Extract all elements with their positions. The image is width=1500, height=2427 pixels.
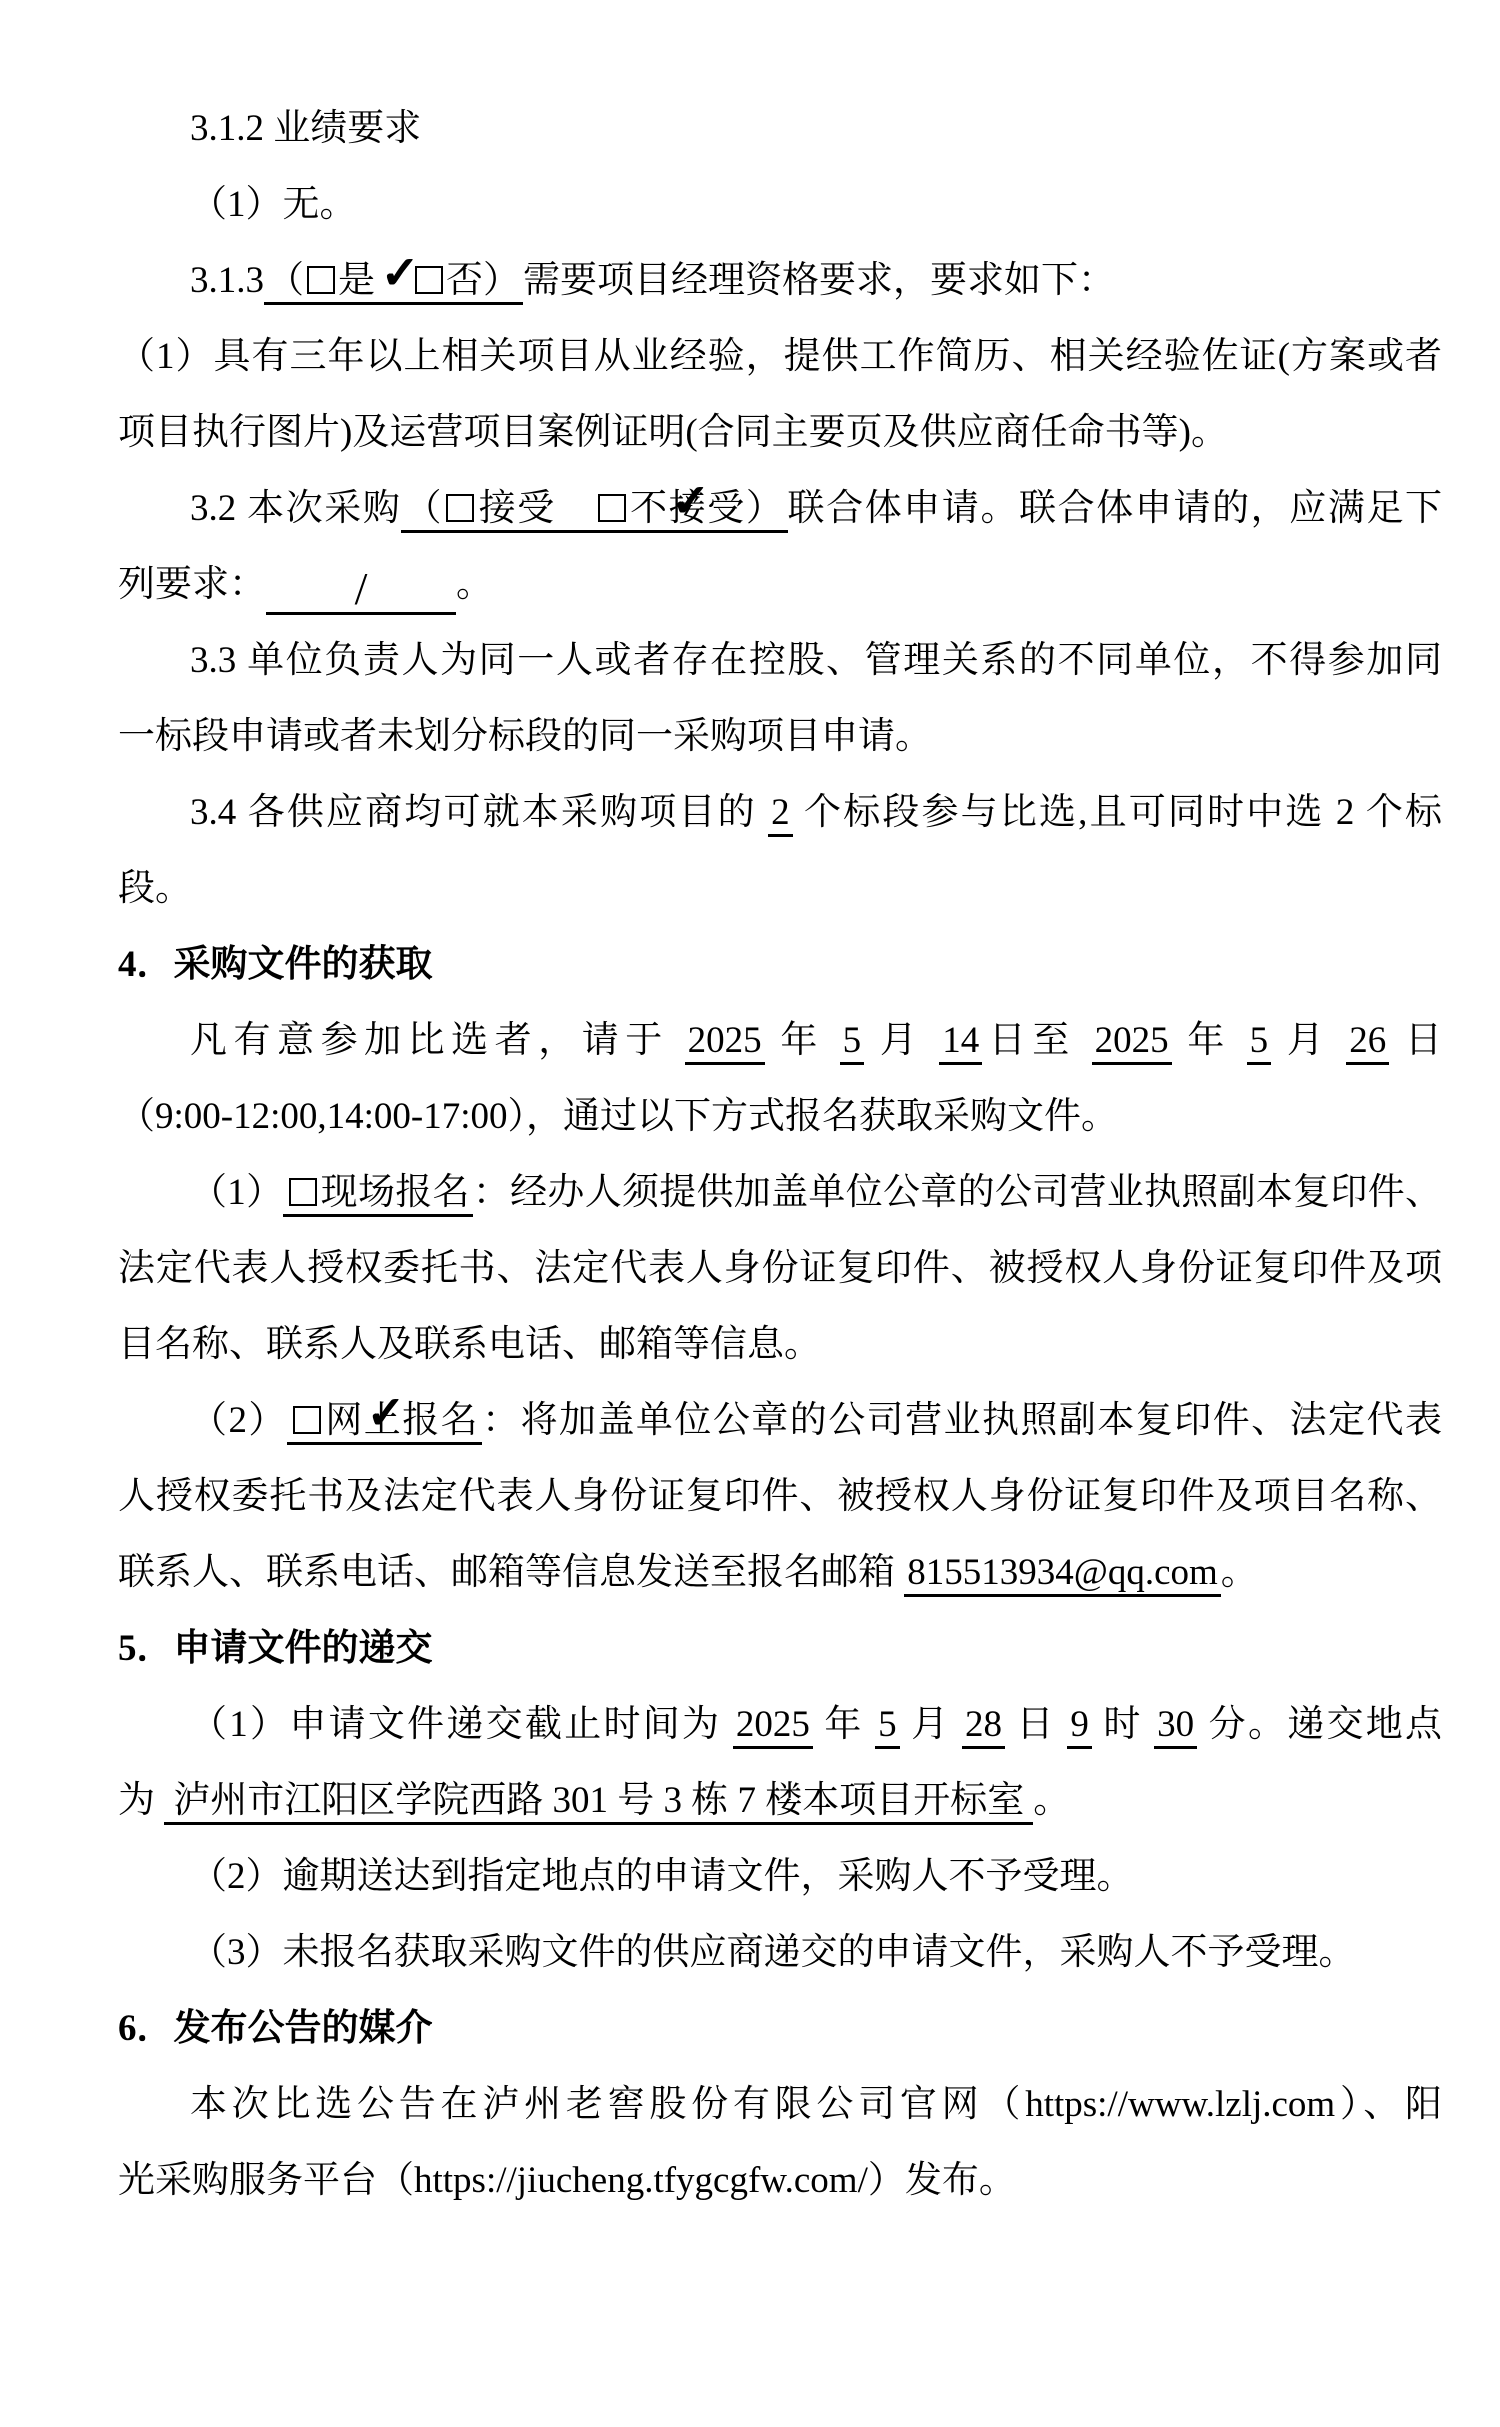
online-cont-2 (118, 1535, 1442, 1611)
clause-3-1-2-item-1 (118, 167, 1442, 243)
clause-3-1-3-rest: 需要项目经理资格要求，要求如下： (523, 260, 1115, 301)
consortium-choice-group (401, 488, 787, 533)
lot-count-underlined: 2 (768, 792, 793, 837)
open-paren: （ (404, 488, 444, 529)
yes-label: 是 (338, 260, 375, 301)
clause-3-1-2-text: 3.1.2 业绩要求 (190, 108, 422, 149)
open-paren: （ (267, 260, 304, 301)
clause-3-1-2-title (118, 91, 1442, 167)
onsite-cont-1-text: 法定代表人授权委托书、法定代表人身份证复印件、被授权人身份证复印件及项 (118, 1248, 1442, 1289)
onsite-cont-2 (118, 1307, 1442, 1383)
online-rest: 将加盖单位公章的公司营业执照副本复印件、法定代表 (520, 1400, 1442, 1441)
sep-month-2: 月 (1271, 1020, 1347, 1061)
deadline-line (118, 1687, 1442, 1763)
clause-3-2-rest: 联合体申请。联合体申请的，应满足下 (787, 488, 1443, 529)
checkbox-unchecked-onsite-icon (289, 1178, 317, 1206)
clause-3-4 (118, 775, 1442, 851)
start-day-underlined: 14 (939, 1020, 982, 1065)
section-heading-5 (118, 1611, 1442, 1687)
close-paren: ） (483, 260, 520, 301)
onsite-rest: 经办人须提供加盖单位公章的公司营业执照副本复印件、 (510, 1172, 1443, 1213)
clause-3-3-text: 3.3 单位负责人为同一人或者存在控股、管理关系的不同单位，不得参加同 (190, 640, 1442, 681)
accept-label: 接受 (477, 488, 556, 529)
sep-day-2: 日 (1389, 1020, 1443, 1061)
online-cont-1-text: 人授权委托书及法定代表人身份证复印件、被授权人身份证复印件及项目名称、 (118, 1476, 1442, 1517)
online-registration-label-group (287, 1400, 482, 1445)
clause-3-3 (118, 623, 1442, 699)
clause-3-1-3 (118, 243, 1442, 319)
announcement-media-cont-text: 光采购服务平台（https://jiucheng.tfygcgfw.com/）发布。 (118, 2160, 1016, 2201)
clause-3-4-rest: 个标段参与比选,且可同时中选 2 个标 (792, 792, 1443, 833)
clause-3-1-3-number: 3.1.3 (190, 260, 264, 301)
online-colon: ： (482, 1400, 521, 1441)
reject-label: 不接受 (628, 488, 746, 529)
deadline-year-underlined: 2025 (733, 1704, 813, 1749)
checkbox-checked-reject-icon (598, 494, 626, 522)
submission-address-lead: 为 (118, 1780, 165, 1821)
section-heading-4-text: 4．采购文件的获取 (118, 944, 433, 985)
clause-3-2-lead: 3.2 本次采购 (190, 488, 402, 529)
close-paren: ） (745, 488, 785, 529)
clause-3-2-cont-tail: 。 (456, 564, 493, 605)
clause-3-4-cont-text: 段。 (118, 868, 192, 909)
announcement-media-line (118, 2067, 1442, 2143)
online-cont-2-lead: 联系人、联系电话、邮箱等信息发送至报名邮箱 (118, 1552, 905, 1593)
submission-address-tail: 。 (1033, 1780, 1071, 1821)
announcement-media-text: 本次比选公告在泸州老窖股份有限公司官网（https://www.lzlj.com）、阳 (190, 2084, 1442, 2125)
section-heading-5-text: 5．申请文件的递交 (118, 1628, 433, 1669)
online-cont-1 (118, 1459, 1442, 1535)
onsite-colon: ： (472, 1172, 511, 1213)
end-day-underlined: 26 (1346, 1020, 1389, 1065)
deadline-tail: 分。递交地点 (1197, 1704, 1443, 1745)
deadline-minute-underlined: 30 (1154, 1704, 1197, 1749)
deadline-lead: （1）申请文件递交截止时间为 (190, 1704, 733, 1745)
clause-3-1-3-item-1-cont (118, 395, 1442, 471)
clause-3-1-3-item-1-text: （1）具有三年以上相关项目从业经验，提供工作简历、相关经验佐证(方案或者 (118, 336, 1442, 377)
online-registration-label: 网上报名 (323, 1400, 480, 1441)
sep-month: 月 (864, 1020, 940, 1061)
slash-mark: / (354, 563, 368, 614)
choice-gap (556, 488, 595, 529)
section-heading-6 (118, 1991, 1442, 2067)
clause-3-4-cont (118, 851, 1442, 927)
onsite-registration-label: 现场报名 (320, 1172, 470, 1213)
overdue-clause (118, 1839, 1442, 1915)
clause-3-3-cont (118, 699, 1442, 775)
sep-deadline-year: 年 (812, 1704, 876, 1745)
announcement-media-cont (118, 2143, 1442, 2219)
online-item-number: （2） (190, 1400, 287, 1441)
unregistered-clause-text: （3）未报名获取采购文件的供应商递交的申请文件，采购人不予受理。 (190, 1932, 1356, 1973)
deadline-day-underlined: 28 (962, 1704, 1005, 1749)
online-cont-2-tail: 。 (1220, 1552, 1258, 1593)
onsite-registration-line (118, 1155, 1442, 1231)
clause-3-3-cont-text: 一标段申请或者未划分标段的同一采购项目申请。 (118, 716, 932, 757)
obtain-period-lead: 凡有意参加比选者，请于 (190, 1020, 685, 1061)
start-month-underlined: 5 (840, 1020, 865, 1065)
sep-deadline-month: 月 (899, 1704, 962, 1745)
end-month-underlined: 5 (1247, 1020, 1272, 1065)
end-year-underlined: 2025 (1092, 1020, 1172, 1065)
checkbox-checked-online-icon (293, 1406, 321, 1434)
onsite-cont-1 (118, 1231, 1442, 1307)
clause-3-4-lead: 3.4 各供应商均可就本采购项目的 (190, 792, 769, 833)
sep-year-2: 年 (1171, 1020, 1247, 1061)
obtain-period-cont (118, 1079, 1442, 1155)
checkbox-checked-yes-icon (307, 266, 335, 294)
no-label: 否 (446, 260, 483, 301)
obtain-period-cont-text: （9:00-12:00,14:00-17:00），通过以下方式报名获取采购文件。 (118, 1096, 1119, 1137)
start-year-underlined: 2025 (685, 1020, 765, 1065)
clause-3-1-3-item-1 (118, 319, 1442, 395)
checkbox-unchecked-accept-icon (446, 494, 474, 522)
sep-year: 年 (764, 1020, 840, 1061)
onsite-item-number: （1） (190, 1172, 284, 1213)
unregistered-clause (118, 1915, 1442, 1991)
onsite-cont-2-text: 目名称、联系人及联系电话、邮箱等信息。 (118, 1324, 821, 1365)
obtain-period-line (118, 1003, 1442, 1079)
sep-deadline-hour: 时 (1091, 1704, 1155, 1745)
clause-3-2-cont (118, 547, 1442, 623)
sep-deadline-day: 日 (1005, 1704, 1068, 1745)
clause-3-2-cont-lead: 列要求： (118, 564, 266, 605)
clause-3-1-2-item-1-text: （1）无。 (190, 184, 357, 225)
deadline-hour-underlined: 9 (1067, 1704, 1092, 1749)
clause-3-2 (118, 471, 1442, 547)
clause-3-1-3-item-1-cont-text: 项目执行图片)及运营项目案例证明(合同主要页及供应商任命书等)。 (118, 412, 1228, 453)
online-registration-line (118, 1383, 1442, 1459)
section-heading-6-text: 6．发布公告的媒介 (118, 2008, 433, 2049)
registration-email-underlined: 815513934@qq.com (904, 1552, 1221, 1597)
checkbox-unchecked-no-icon (415, 266, 443, 294)
submission-address-line (118, 1763, 1442, 1839)
sep-to: 日至 (982, 1020, 1092, 1061)
submission-address-underlined: 泸州市江阳区学院西路 301 号 3 栋 7 楼本项目开标室 (164, 1780, 1033, 1825)
section-heading-4 (118, 927, 1442, 1003)
deadline-month-underlined: 5 (875, 1704, 900, 1749)
pm-requirement-choice-group (264, 260, 523, 305)
blank-fill-slash (266, 563, 456, 615)
onsite-registration-label-group (283, 1172, 472, 1217)
overdue-clause-text: （2）逾期送达到指定地点的申请文件，采购人不予受理。 (190, 1856, 1134, 1897)
